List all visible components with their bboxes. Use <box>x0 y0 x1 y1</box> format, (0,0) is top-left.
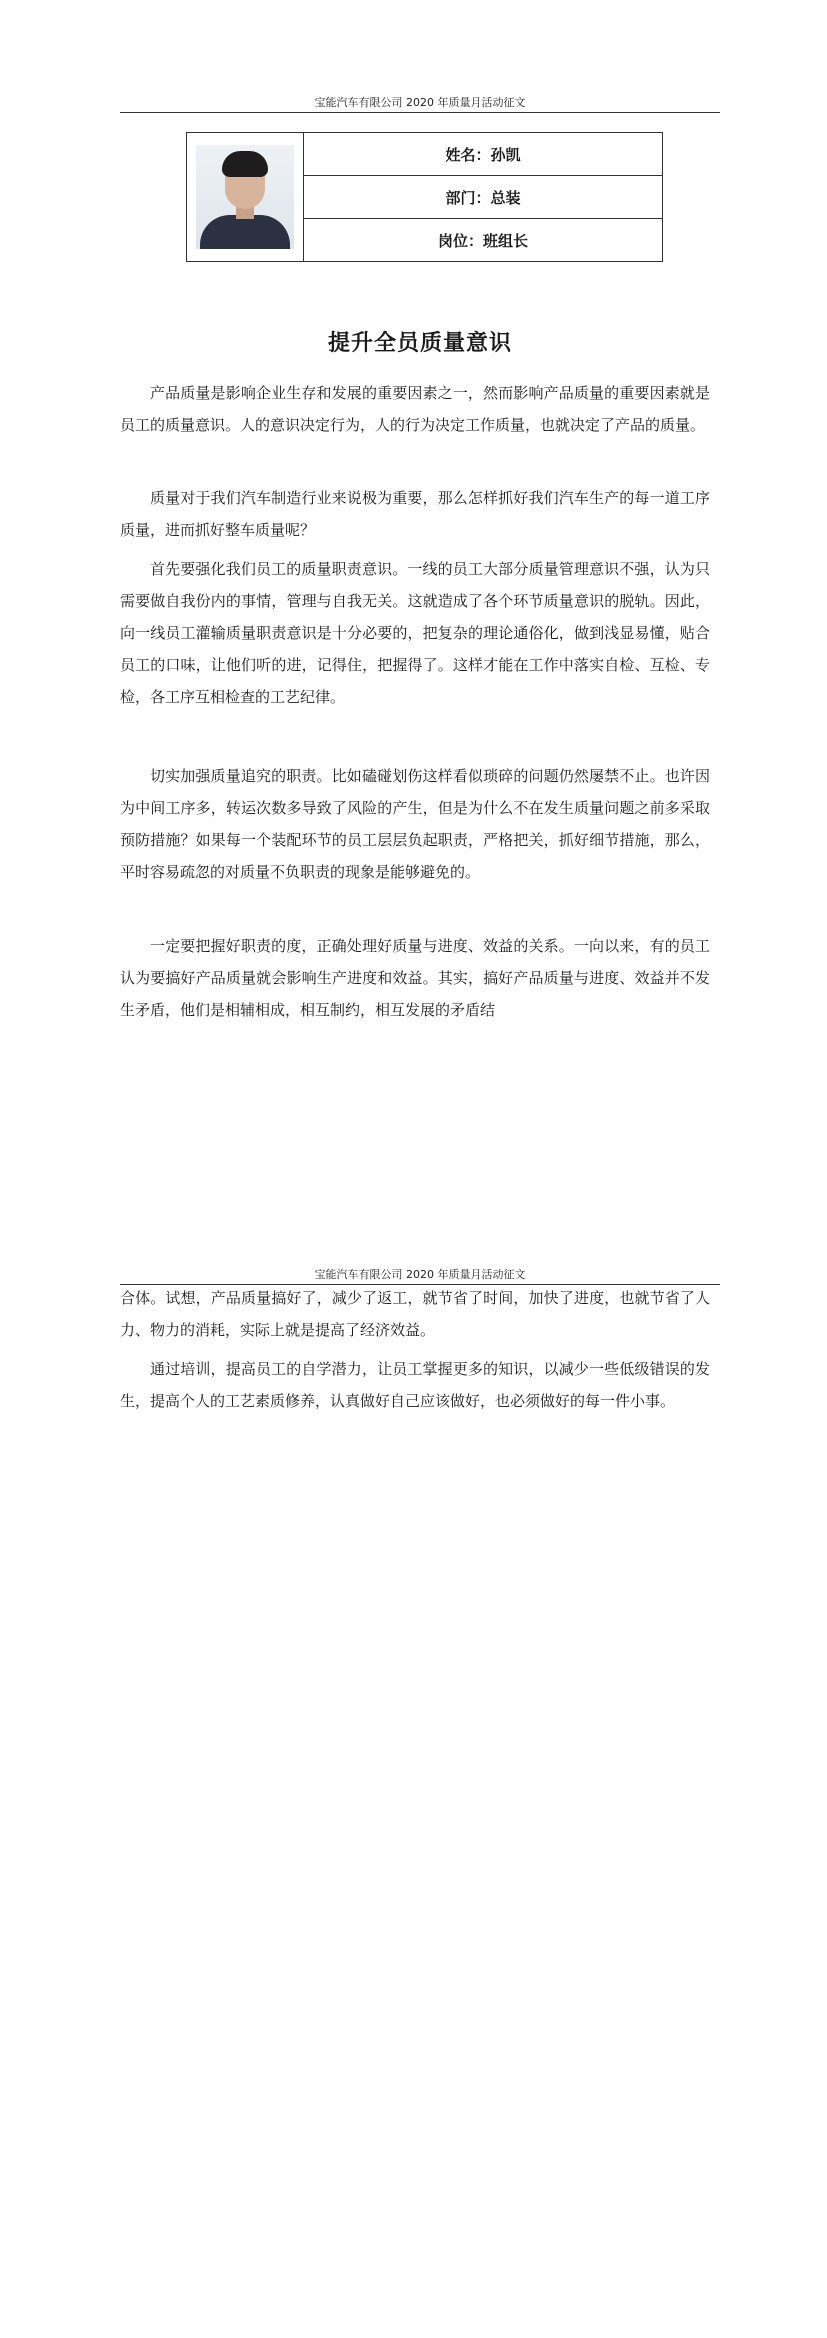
page-header <box>120 96 720 113</box>
profile-table <box>186 132 663 262</box>
header-text: 宝能汽车有限公司 2020 年质量月活动征文 <box>314 96 526 109</box>
paragraph: 产品质量是影响企业生存和发展的重要因素之一，然而影响产品质量的重要因素就是员工的质量意识。人的意识决定行为，人的行为决定工作质量，也就决定了产品的质量。 <box>120 384 710 434</box>
position-field: 岗位：班组长 <box>304 219 663 262</box>
paragraph: 首先要强化我们员工的质量职责意识。一线的员工大部分质量管理意识不强，认为只需要做自我份内的事情，管理与自我无关。这就造成了各个环节质量意识的脱轨。因此，向一线员工灌输质量职责意识是十分必要的，把复杂的理论通俗化，做到浅显易懂，贴合员工的口味，让他们听的进，记得住，把握得了。这样才能在工作中落实自检、互检、专检，各工序互相检查的工艺纪律。 <box>120 560 710 706</box>
paragraph: 切实加强质量追究的职责。比如磕碰划伤这样看似琐碎的问题仍然屡禁不止。也许因为中间工序多，转运次数多导致了风险的产生，但是为什么不在发生质量问题之前多采取预防措施？如果每一个装配环节的员工层层负起职责，严格把关，抓好细节措施，那么，平时容易疏忽的对质量不负职责的现象是能够避免的。 <box>120 767 710 881</box>
paragraph: 通过培训，提高员工的自学潜力，让员工掌握更多的知识，以减少一些低级错误的发生，提高个人的工艺素质修养，认真做好自己应该做好，也必须做好的每一件小事。 <box>120 1360 710 1410</box>
portrait-photo <box>196 145 294 249</box>
department-field: 部门：总装 <box>304 176 663 219</box>
photo-cell <box>187 133 304 262</box>
paragraph: 合体。试想，产品质量搞好了，减少了返工，就节省了时间，加快了进度，也就节省了人力、物力的消耗，实际上就是提高了经济效益。 <box>120 1289 710 1339</box>
name-field: 姓名：孙凯 <box>304 133 663 176</box>
header-rule <box>120 112 720 113</box>
paragraph: 质量对于我们汽车制造行业来说极为重要，那么怎样抓好我们汽车生产的每一道工序质量，进而抓好整车质量呢？ <box>120 489 710 539</box>
paragraph: 一定要把握好职责的度，正确处理好质量与进度、效益的关系。一向以来，有的员工认为要搞好产品质量就会影响生产进度和效益。其实，搞好产品质量与进度、效益并不发生矛盾，他们是相辅相成，相互制约，相互发展的矛盾结 <box>120 937 710 1019</box>
article-title: 提升全员质量意识 <box>327 331 512 356</box>
header-text: 宝能汽车有限公司 2020 年质量月活动征文 <box>314 1268 526 1281</box>
